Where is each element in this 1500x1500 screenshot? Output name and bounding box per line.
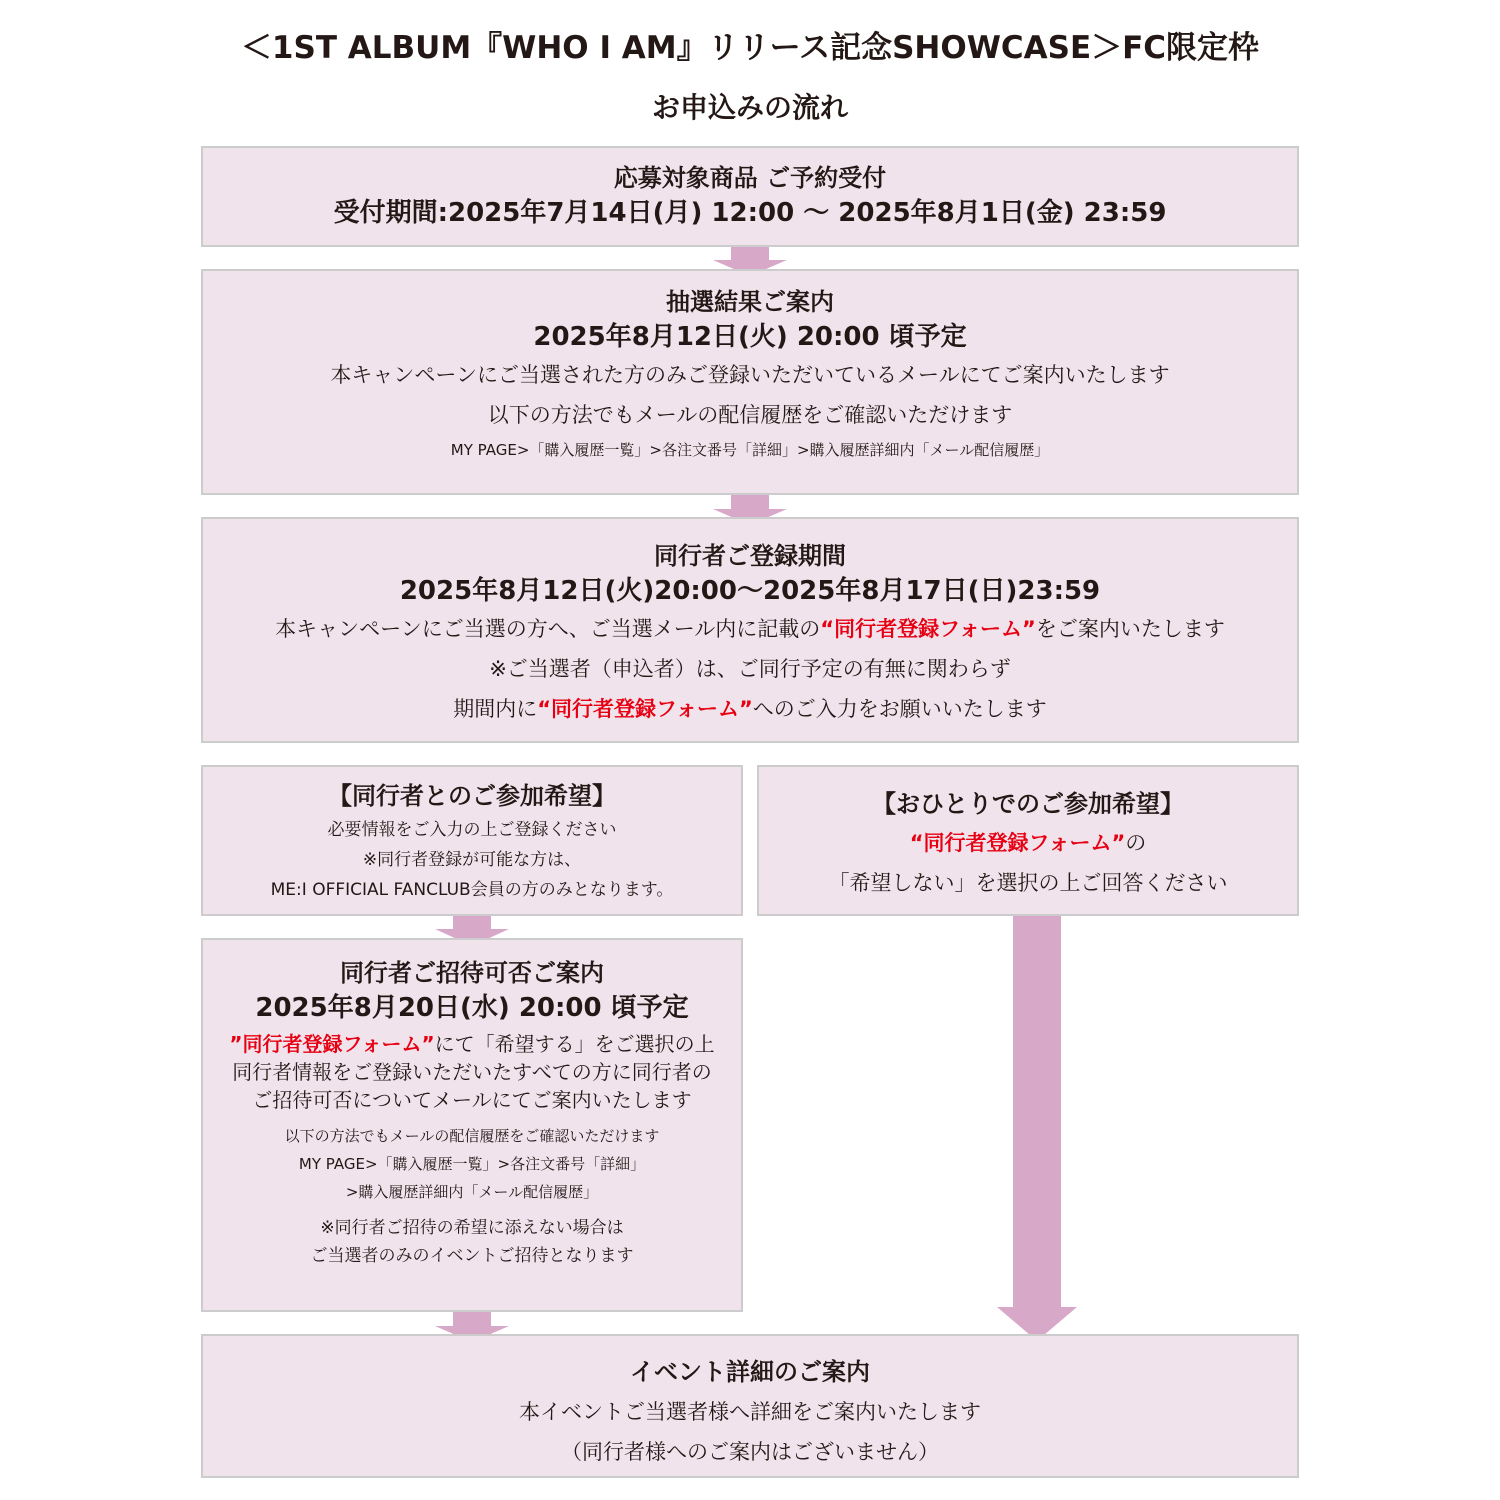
lottery-date: 2025年8月12日(火) 20:00 頃予定 — [533, 322, 967, 352]
page-subtitle: お申込みの流れ — [651, 91, 848, 124]
page-title: ＜1ST ALBUM『WHO I AM』リリース記念SHOWCASE＞FC限定枠 — [240, 30, 1260, 66]
event-body-2: （同行者様へのご案内はございません） — [561, 1440, 939, 1464]
solo-body: 「希望しない」を選択の上ご回答ください — [828, 871, 1228, 895]
invitation-note-2: MY PAGE>「購入履歴一覧」>各注文番号「詳細」 — [298, 1155, 646, 1173]
registration-body-3-tail: へのご入力をお願いいたします — [752, 697, 1047, 721]
invitation-note-5: ご当選者のみのイベントご招待となります — [310, 1246, 634, 1266]
lottery-body-1: 本キャンペーンにご当選された方のみご登録いただいているメールにてご案内いたします — [330, 363, 1170, 387]
invitation-note-1: 以下の方法でもメールの配信履歴をご確認いただけます — [284, 1127, 660, 1145]
step-reservation — [201, 146, 1299, 247]
event-body-1: 本イベントご当選者様へ詳細をご案内いたします — [519, 1400, 981, 1424]
registration-body-1-text: 本キャンペーンにご当選の方へ、ご当選メール内に記載の — [275, 617, 821, 641]
solo-form-name: “同行者登録フォーム” — [909, 831, 1126, 855]
invitation-date: 2025年8月20日(水) 20:00 頃予定 — [255, 993, 689, 1023]
step-lottery — [201, 269, 1299, 495]
reservation-period: 受付期間:2025年7月14日(月) 12:00 ～ 2025年8月1日(金) 23:59 — [333, 198, 1167, 228]
step-event-details — [201, 1334, 1299, 1478]
registration-body-1 — [203, 609, 1297, 649]
registration-body-3-text: 期間内に — [453, 697, 538, 721]
lottery-body-2: 以下の方法でもメールの配信履歴をご確認いただけます — [487, 403, 1013, 427]
registration-form-name: “同行者登録フォーム” — [537, 697, 753, 721]
lottery-heading: 抽選結果ご案内 — [666, 288, 834, 316]
option-with-companion — [201, 765, 743, 916]
solo-heading: 【おひとりでのご参加希望】 — [872, 790, 1184, 818]
invitation-note-4: ※同行者ご招待の希望に添えない場合は — [320, 1218, 624, 1238]
with-companion-body-3: ME:I OFFICIAL FANCLUB会員の方のみとなります。 — [270, 880, 674, 900]
event-heading: イベント詳細のご案内 — [630, 1358, 870, 1386]
option-solo — [757, 765, 1299, 916]
invitation-form-name: ”同行者登録フォーム” — [229, 1032, 435, 1056]
registration-heading: 同行者ご登録期間 — [654, 542, 846, 570]
registration-form-name: “同行者登録フォーム” — [820, 617, 1036, 641]
step-companion-registration — [201, 517, 1299, 743]
invitation-heading: 同行者ご招待可否ご案内 — [340, 959, 604, 987]
registration-body-1-tail: をご案内いたします — [1035, 617, 1225, 641]
with-companion-body-2: ※同行者登録が可能な方は、 — [362, 850, 582, 870]
invitation-body-1 — [203, 1030, 741, 1058]
with-companion-body-1: 必要情報をご入力の上ご登録ください — [327, 820, 617, 840]
invitation-body-2: 同行者情報をご登録いただいたすべての方に同行者の — [232, 1060, 712, 1084]
solo-form-line — [759, 823, 1297, 863]
step-companion-invitation — [201, 938, 743, 1312]
registration-body-2: ※ご当選者（申込者）は、ご同行予定の有無に関わらず — [489, 657, 1011, 681]
solo-form-tail: の — [1125, 831, 1147, 855]
reservation-heading: 応募対象商品 ご予約受付 — [613, 164, 887, 192]
invitation-body-1-tail: にて「希望する」をご選択の上 — [434, 1032, 715, 1056]
registration-body-3 — [203, 689, 1297, 729]
registration-period: 2025年8月12日(火)20:00～2025年8月17日(日)23:59 — [399, 576, 1101, 606]
arrow-down-long-icon — [997, 909, 1077, 1341]
with-companion-heading: 【同行者とのご参加希望】 — [328, 782, 616, 810]
invitation-body-3: ご招待可否についてメールにてご案内いたします — [252, 1088, 692, 1112]
lottery-mypage-path: MY PAGE>「購入履歴一覧」>各注文番号「詳細」>購入履歴詳細内「メール配信履歴」 — [450, 441, 1050, 459]
invitation-note-3: >購入履歴詳細内「メール配信履歴」 — [345, 1183, 599, 1201]
